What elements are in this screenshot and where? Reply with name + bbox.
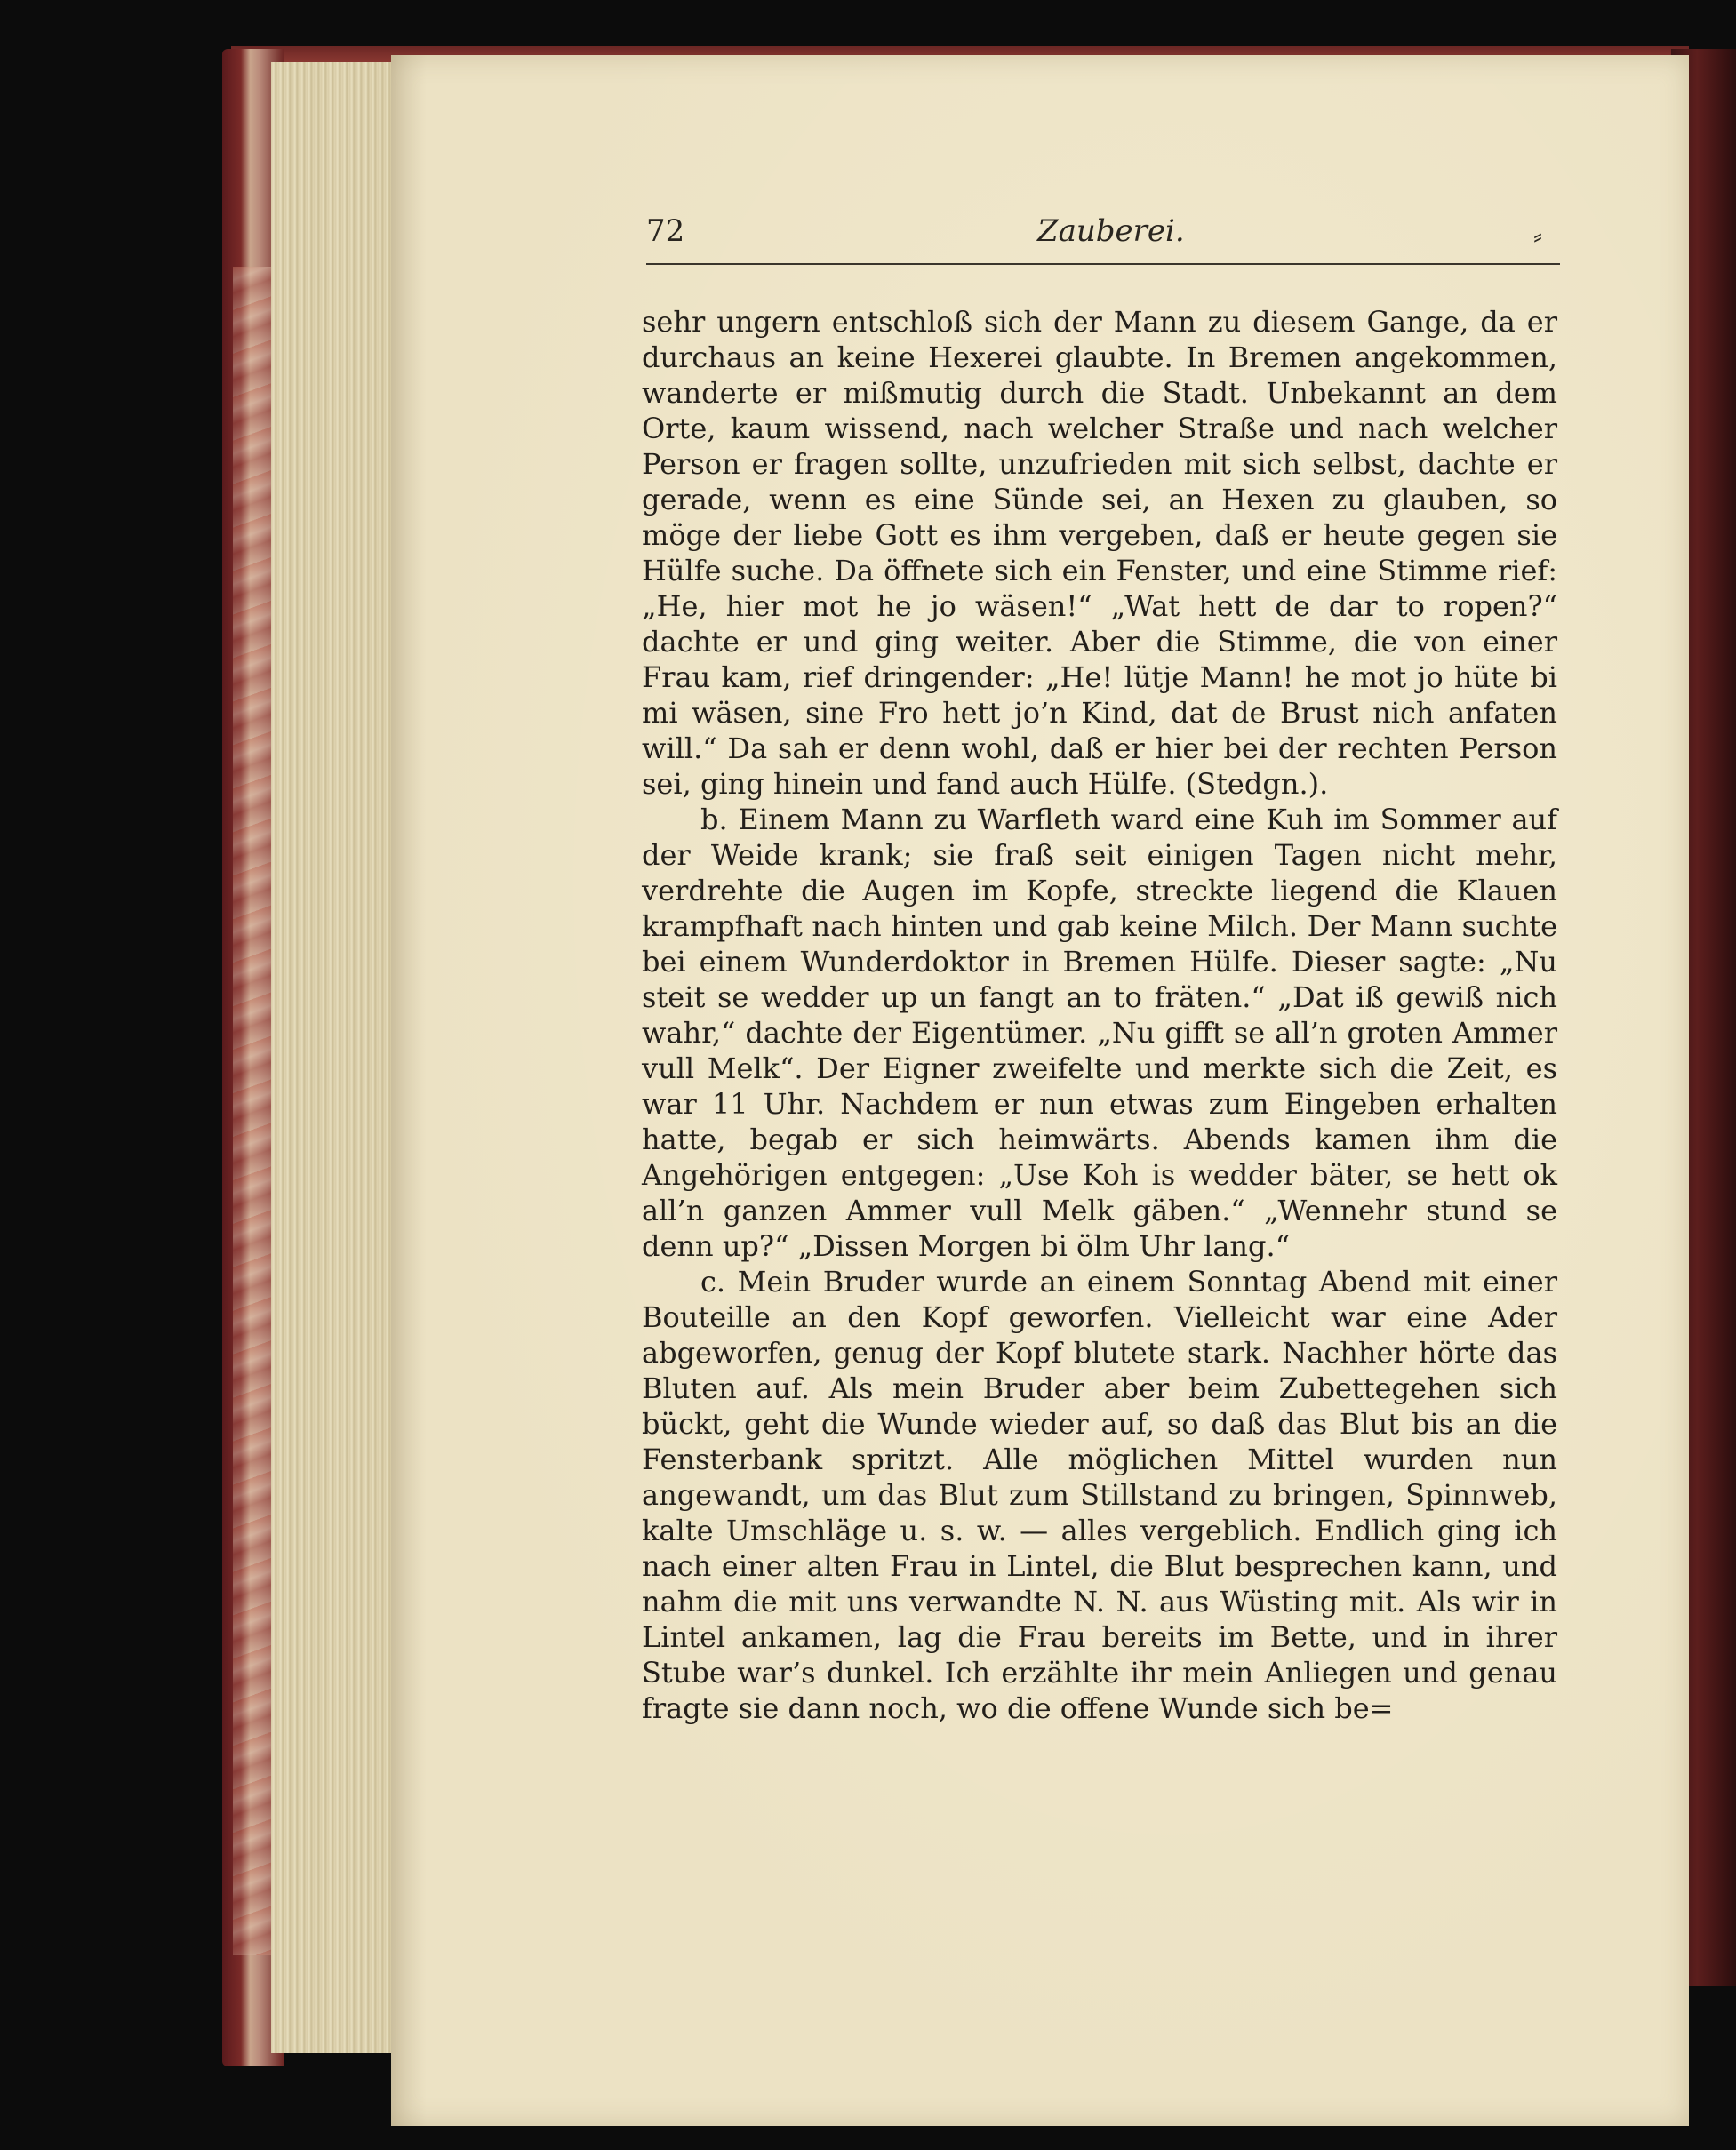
paragraph-c: c. Mein Bruder wurde an einem Sonntag Abend mit einer Bouteille an den Kopf geworfen. Vielleicht war eine Ader abgeworfen, genug der Kopf blutete stark. Nachher hörte das Bluten auf. Als mein Bruder aber beim Zubettegehen sich bückt, geht die Wunde wieder auf, so daß das Blut bis an die Fensterbank spritzt. Alle möglichen Mittel wurden nun angewandt, um das Blut zum Stillstand zu bringen, Spinnweb, kalte Umschläge u. s. w. — alles vergeblich. Endlich ging ich nach einer alten Frau in Lintel, die Blut besprechen kann, und nahm die mit uns verwandte N. N. aus Wüsting mit. Als wir in Lintel ankamen, lag die Frau bereits im Bette, und in ihrer Stube war’s dunkel. Ich erzählte ihr mein Anliegen und genau fragte sie dann noch, wo die offene Wunde sich be= [642,1265,1557,1725]
page-number: 72 [646,213,685,249]
marbled-endpaper [233,267,276,1955]
header-mark: ⸗ [1533,220,1542,252]
running-head: Zauberei. [1037,213,1185,249]
header-rule [646,263,1560,265]
paragraph-continuation: sehr ungern entschloß sich der Mann zu diesem Gange, da er durchaus an keine Hexerei glaubte. In Bremen angekommen, wanderte er mißmutig durch die Stadt. Unbekannt an dem Orte, kaum wissend, nach welcher Straße und nach welcher Person er fragen sollte, unzufrieden mit sich selbst, dachte er gerade, wenn es eine Sünde sei, an Hexen zu glauben, so möge der liebe Gott es ihm vergeben, daß er heute gegen sie Hülfe suche. Da öffnete sich ein Fenster, und eine Stimme rief: „He, hier mot he jo wäsen!“ „Wat hett de dar to ropen?“ dachte er und ging weiter. Aber die Stimme, die von einer Frau kam, rief dringender: „He! lütje Mann! he mot jo hüte bi mi wäsen, sine Fro hett jo’n Kind, dat de Brust nich anfaten will.“ Da sah er denn wohl, daß er hier bei der rechten Person sei, ging hinein und fand auch Hülfe. (Stedgn.). [642,305,1557,801]
paragraph-b: b. Einem Mann zu Warfleth ward eine Kuh im Sommer auf der Weide krank; sie fraß seit einigen Tagen nicht mehr, verdrehte die Augen im Kopfe, streckte liegend die Klauen krampfhaft nach hinten und gab keine Milch. Der Mann suchte bei einem Wunderdoktor in Bremen Hülfe. Dieser sagte: „Nu steit se wedder up un fangt an to fräten.“ „Dat iß gewiß nich wahr,“ dachte der Eigentümer. „Nu gifft se all’n groten Ammer vull Melk“. Der Eigner zweifelte und merkte sich die Zeit, es war 11 Uhr. Nachdem er nun etwas zum Eingeben erhalten hatte, begab er sich heimwärts. Abends kamen ihm die Angehörigen entgegen: „Use Koh is wedder bäter, se hett ok all’n ganzen Ammer vull Melk gäben.“ „Wennehr stund se denn up?“ „Dissen Morgen bi ölm Uhr lang.“ [642,803,1557,1263]
page-edges-stack [271,62,402,2053]
page-header [646,213,1562,267]
body-text [642,304,1557,1726]
